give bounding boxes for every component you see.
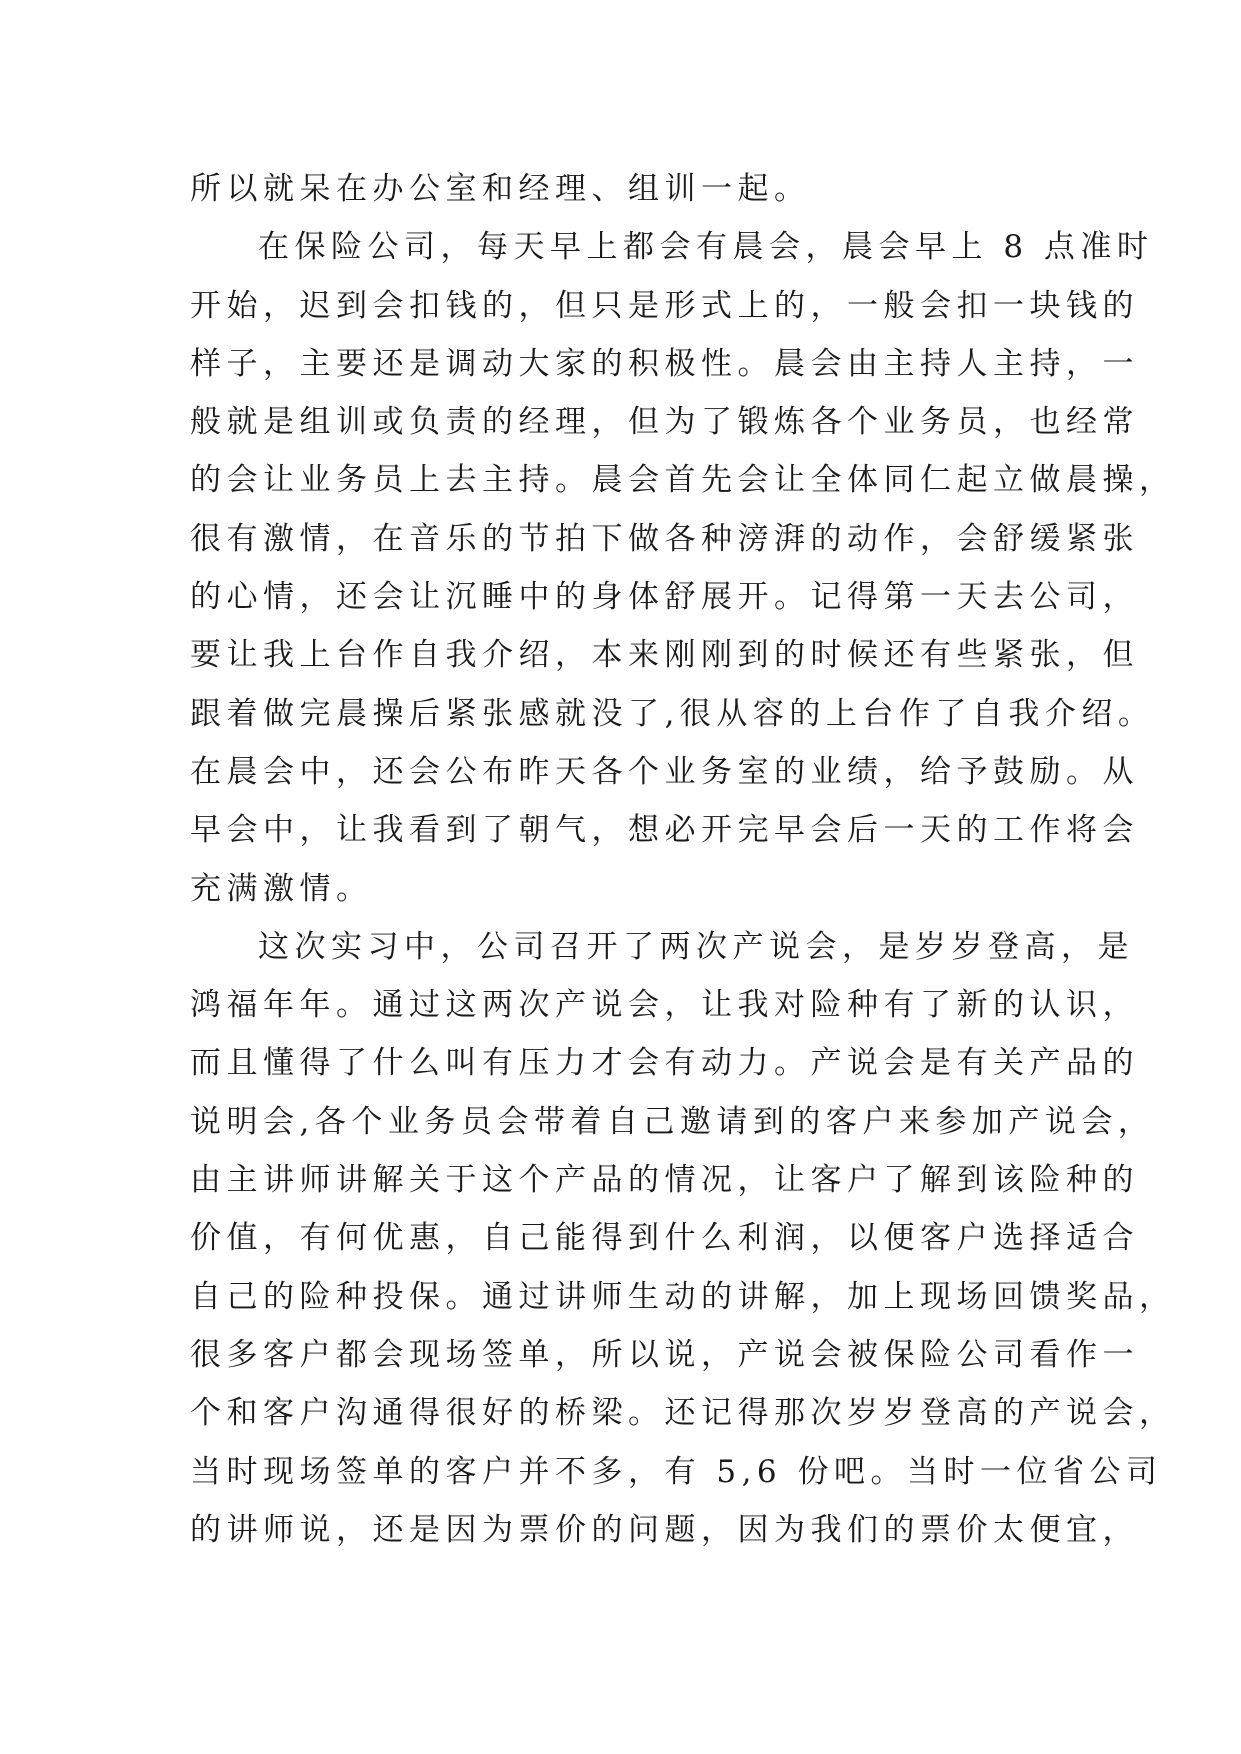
text-line: 很有激情，在音乐的节拍下做各种滂湃的动作，会舒缓紧张 [190,520,1139,557]
text-line: 般就是组训或负责的经理，但为了锻炼各个业务员，也经常 [190,404,1139,441]
text-line: 的心情，还会让沉睡中的身体舒展开。记得第一天去公司， [190,579,1139,616]
text-line: 由主讲师讲解关于这个产品的情况，让客户了解到该险种的 [190,1162,1139,1199]
text-line: 很多客户都会现场签单，所以说，产说会被保险公司看作一 [190,1336,1139,1373]
text-line: 要让我上台作自我介绍，本来刚刚到的时候还有些紧张，但 [190,637,1139,674]
text-line: 的会让业务员上去主持。晨会首先会让全体同仁起立做晨操， [190,462,1176,499]
text-line: 所以就呆在办公室和经理、组训一起。 [190,171,811,207]
text-line: 早会中，让我看到了朝气，想必开完早会后一天的工作将会 [190,812,1139,849]
text-line: 个和客户沟通得很好的桥梁。还记得那次岁岁登高的产说会， [190,1395,1176,1432]
text-line: 说明会,各个业务员会带着自己邀请到的客户来参加产说会， [190,1103,1155,1140]
text-line: 价值，有何优惠，自己能得到什么利润，以便客户选择适合 [190,1220,1139,1257]
text-line: 自己的险种投保。通过讲师生动的讲解，加上现场回馈奖品， [190,1278,1176,1315]
text-line: 而且懂得了什么叫有压力才会有动力。产说会是有关产品的 [190,1045,1139,1082]
text-line: 鸿福年年。通过这两次产说会，让我对险种有了新的认识， [190,987,1139,1024]
text-line: 充满激情。 [190,870,373,907]
document-body [190,160,1176,1559]
paragraph-start-line: 在保险公司，每天早上都会有晨会，晨会早上 8 点准时 [258,229,1154,266]
paragraph-start-line: 这次实习中，公司召开了两次产说会，是岁岁登高，是 [258,928,1134,965]
text-line: 样子，主要还是调动大家的积极性。晨会由主持人主持，一 [190,345,1139,382]
text-line: 的讲师说，还是因为票价的问题，因为我们的票价太便宜， [190,1511,1139,1548]
text-line: 开始，迟到会扣钱的，但只是形式上的，一般会扣一块钱的 [190,287,1139,324]
text-line: 当时现场签单的客户并不多，有 5,6 份吧。当时一位省公司 [190,1453,1163,1490]
text-line: 跟着做完晨操后紧张感就没了,很从容的上台作了自我介绍。 [190,695,1155,732]
text-line: 在晨会中，还会公布昨天各个业务室的业绩，给予鼓励。从 [190,753,1139,790]
